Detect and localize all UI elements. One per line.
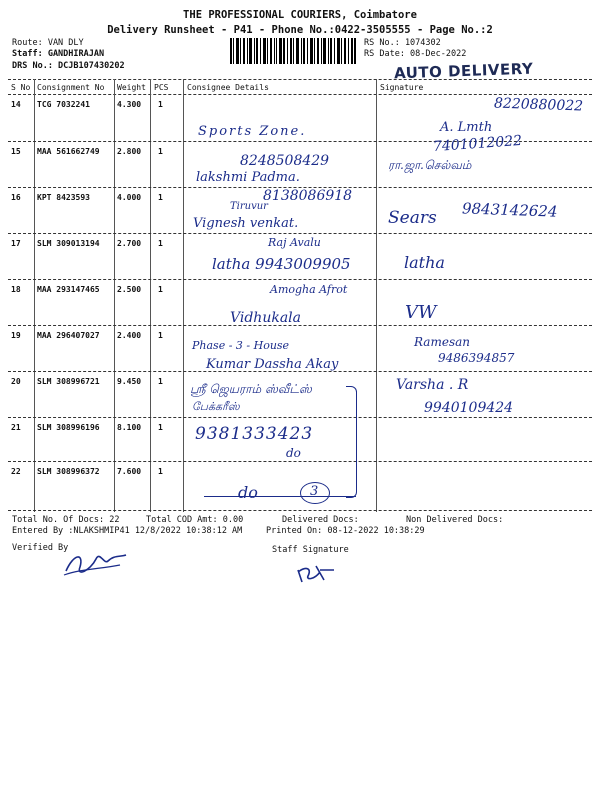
- row-sno: 17: [11, 239, 21, 248]
- staff-label: Staff: GANDHIRAJAN: [12, 49, 105, 59]
- row-pcs: 1: [158, 147, 163, 156]
- verified-signature: [60, 545, 132, 579]
- row-weight: 4.300: [117, 100, 142, 109]
- handwritten-consignee: latha 9943009905: [212, 255, 351, 273]
- total-cod: Total COD Amt: 0.00: [146, 515, 244, 525]
- handwritten-ditto: do: [238, 483, 258, 502]
- handwritten-signature: VW: [405, 302, 437, 323]
- row-weight: 7.600: [117, 467, 142, 476]
- row-weight: 4.000: [117, 193, 142, 202]
- handwritten-consignee: Phase - 3 - House: [192, 339, 290, 352]
- col-divider: [183, 79, 184, 512]
- barcode: [230, 38, 356, 64]
- row-weight: 2.500: [117, 285, 142, 294]
- col-divider: [114, 79, 115, 512]
- row-consignment: SLM 308996372: [37, 467, 100, 476]
- row-rule: [8, 510, 592, 511]
- handwritten-consignee: Kumar Dassha Akay: [206, 357, 339, 372]
- handwritten-signature: Varsha . R: [396, 377, 469, 393]
- col-divider: [34, 79, 35, 512]
- row-consignment: KPT 8423593: [37, 193, 90, 202]
- row-sno: 19: [11, 331, 21, 340]
- handwritten-count: 3: [310, 484, 319, 499]
- col-weight: Weight: [117, 83, 146, 92]
- row-sno: 18: [11, 285, 21, 294]
- row-rule: [8, 279, 592, 280]
- row-weight: 2.800: [117, 147, 142, 156]
- total-docs: Total No. Of Docs: 22: [12, 515, 120, 525]
- row-consignment: SLM 309013194: [37, 239, 100, 248]
- row-pcs: 1: [158, 467, 163, 476]
- handwritten-consignee: Vidhukala: [230, 310, 301, 326]
- handwritten-phone: 9843142624: [461, 199, 558, 221]
- row-sno: 16: [11, 193, 21, 202]
- drs-number: DRS No.: DCJB107430202: [12, 61, 125, 71]
- bracket-mark: [346, 386, 357, 498]
- verified-by-label: Verified By: [12, 543, 69, 553]
- handwritten-date: 7401012022: [432, 132, 523, 156]
- handwritten-signature: latha: [404, 253, 445, 272]
- table-top-rule: [8, 79, 592, 80]
- handwritten-ditto: do: [286, 446, 301, 460]
- handwritten-phone: 9940109424: [424, 400, 514, 416]
- row-weight: 9.450: [117, 377, 142, 386]
- col-consignment: Consignment No: [37, 83, 105, 92]
- row-pcs: 1: [158, 239, 163, 248]
- row-rule: [8, 233, 592, 234]
- row-pcs: 1: [158, 377, 163, 386]
- row-pcs: 1: [158, 285, 163, 294]
- handwritten-signature: A. Lmth: [440, 120, 493, 135]
- handwritten-phone: 9381333423: [195, 424, 314, 444]
- document-title: THE PROFESSIONAL COURIERS, Coimbatore: [183, 9, 417, 21]
- document-subtitle: Delivery Runsheet - P41 - Phone No.:0422-3505555 - Page No.:2: [107, 24, 493, 36]
- row-sno: 20: [11, 377, 21, 386]
- col-divider: [150, 79, 151, 512]
- row-rule: [8, 461, 592, 462]
- auto-delivery-stamp: AUTO DELIVERY: [393, 59, 534, 83]
- handwritten-phone: 8248508429: [240, 153, 330, 169]
- row-consignment: SLM 308996196: [37, 423, 100, 432]
- handwritten-phone: 8220880022: [493, 95, 584, 115]
- handwritten-consignee: பேக்கரீஸ்: [192, 400, 240, 413]
- row-pcs: 1: [158, 423, 163, 432]
- handwritten-area: Tiruvur: [230, 201, 268, 212]
- non-delivered-docs: Non Delivered Docs:: [406, 515, 504, 525]
- handwritten-signature: ரா.ஜா.செல்வம்: [388, 158, 472, 172]
- printed-on: Printed On: 08-12-2022 10:38:29: [266, 526, 425, 536]
- row-weight: 2.400: [117, 331, 142, 340]
- staff-signature: [294, 560, 338, 586]
- rs-date: RS Date: 08-Dec-2022: [364, 49, 467, 59]
- handwritten-consignee: Raj Avalu: [268, 236, 321, 249]
- staff-signature-label: Staff Signature: [272, 545, 349, 555]
- row-sno: 14: [11, 100, 21, 109]
- handwritten-signature: Ramesan: [414, 335, 470, 349]
- col-pcs: PCS: [154, 83, 169, 92]
- col-divider: [376, 79, 377, 512]
- route-label: Route: VAN DLY: [12, 38, 84, 48]
- rs-number: RS No.: 1074302: [364, 38, 441, 48]
- row-pcs: 1: [158, 331, 163, 340]
- row-consignment: SLM 308996721: [37, 377, 100, 386]
- row-consignment: MAA 296407027: [37, 331, 100, 340]
- row-weight: 2.700: [117, 239, 142, 248]
- entered-by: Entered By :NLAKSHMIP41 12/8/2022 10:38:12 AM: [12, 526, 243, 536]
- row-pcs: 1: [158, 100, 163, 109]
- handwritten-consignee: lakshmi Padma.: [196, 170, 300, 185]
- row-sno: 15: [11, 147, 21, 156]
- row-sno: 22: [11, 467, 21, 476]
- row-pcs: 1: [158, 193, 163, 202]
- row-consignment: MAA 293147465: [37, 285, 100, 294]
- bracket-mark: [204, 496, 356, 497]
- row-weight: 8.100: [117, 423, 142, 432]
- circle-mark: [300, 482, 330, 504]
- col-consignee: Consignee Details: [187, 83, 269, 92]
- handwritten-phone: 8138086918: [263, 188, 353, 204]
- row-rule: [8, 417, 592, 418]
- handwritten-consignee: Vignesh venkat.: [193, 216, 299, 231]
- delivered-docs: Delivered Docs:: [282, 515, 359, 525]
- handwritten-consignee: Sports Zone.: [198, 124, 307, 139]
- handwritten-phone: 9486394857: [438, 351, 515, 365]
- row-consignment: TCG 7032241: [37, 100, 90, 109]
- handwritten-consignee: ஸ்ரீ ஜெயராம் ஸ்வீட்ஸ்: [190, 382, 312, 396]
- handwritten-signature: Sears: [388, 208, 437, 228]
- row-consignment: MAA 561662749: [37, 147, 100, 156]
- col-signature: Signature: [380, 83, 424, 92]
- col-sno: S No: [11, 83, 31, 92]
- row-sno: 21: [11, 423, 21, 432]
- handwritten-consignee: Amogha Afrot: [270, 283, 348, 296]
